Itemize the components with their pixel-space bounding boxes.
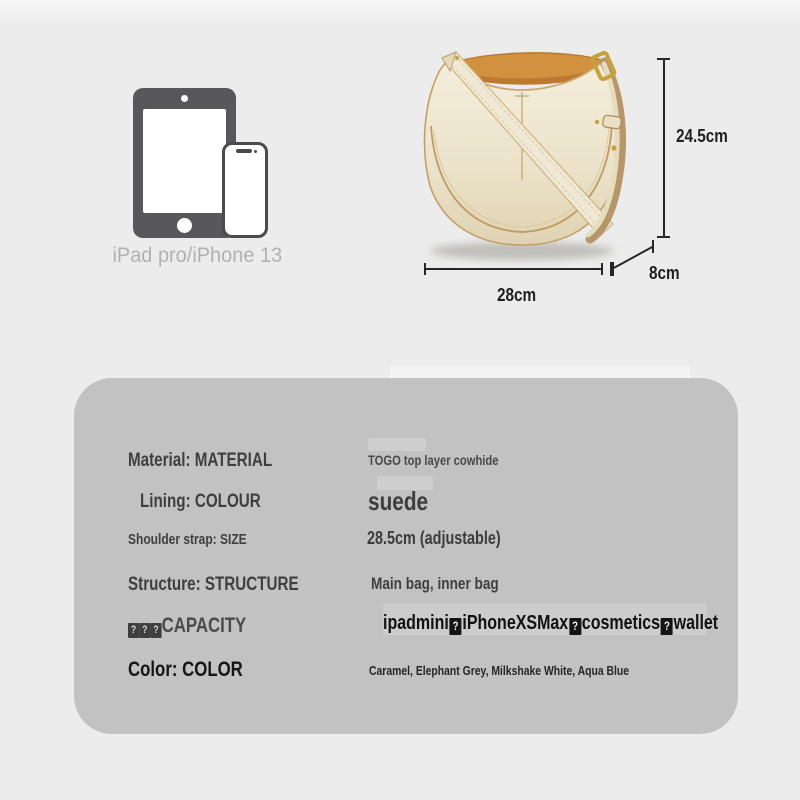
- missing-glyph-box: ?: [569, 618, 581, 635]
- width-measure-line: [425, 268, 602, 270]
- height-measure-line: [663, 59, 665, 237]
- spec-label-text: Structure: STRUCTURE: [128, 574, 299, 595]
- width-measure-cap-left: [424, 263, 426, 275]
- spec-value: [369, 663, 694, 678]
- iphone-notch: [236, 149, 252, 153]
- spec-label-text: Color: COLOR: [128, 658, 243, 681]
- spec-value-text: iPhoneXSMax: [462, 612, 569, 634]
- height-measure-cap-top: [657, 58, 670, 60]
- ipad-icon: [133, 88, 236, 238]
- spec-label-text: CAPACITY: [161, 614, 247, 637]
- ipad-screen: [143, 109, 226, 213]
- iphone-icon: [222, 142, 268, 238]
- spec-value-text: suede: [368, 486, 429, 516]
- width-measure-cap-right: [601, 263, 603, 275]
- spec-value-text: Caramel, Elephant Grey, Milkshake White, Aqua Blue: [369, 663, 630, 678]
- spec-label-text: Material: MATERIAL: [128, 450, 273, 471]
- spec-value: [383, 612, 800, 635]
- ipad-home-button: [177, 218, 192, 233]
- translation-artifact: [368, 438, 426, 451]
- height-dimension-label: 24.5cm: [676, 126, 728, 146]
- strap-rivet-lower: [611, 145, 616, 150]
- spec-label: [128, 531, 276, 548]
- spec-value-text: TOGO top layer cowhide: [368, 452, 499, 468]
- missing-glyph-box: ?: [450, 618, 462, 635]
- spec-label-text: Lining: COLOUR: [140, 491, 261, 512]
- spec-value: [367, 528, 534, 549]
- spec-label: [128, 658, 271, 682]
- spec-label-text: Shoulder strap: SIZE: [128, 531, 247, 548]
- spec-label: [140, 491, 291, 513]
- depth-dimension-label: 8cm: [649, 263, 680, 283]
- spec-value-text: Main bag, inner bag: [371, 574, 499, 593]
- depth-measure-cap-far: [652, 240, 654, 253]
- device-caption-text: iPad pro/iPhone 13: [112, 244, 282, 267]
- missing-glyph-box: ?: [139, 623, 150, 638]
- spec-value: [371, 574, 531, 594]
- strap-keeper-loop: [602, 115, 621, 129]
- spec-value: [368, 486, 443, 517]
- left-anchor-pin: [455, 56, 459, 60]
- missing-glyph-box: ?: [128, 623, 139, 638]
- strap-rivet-upper: [595, 120, 599, 124]
- spec-label: [128, 614, 276, 638]
- ipad-camera-dot: [181, 95, 188, 102]
- missing-glyph-box: ?: [150, 623, 161, 638]
- missing-glyph-box: ?: [661, 618, 673, 635]
- width-dimension-label: 28cm: [497, 285, 537, 305]
- spec-label: [128, 450, 308, 472]
- iphone-camera-dot: [254, 150, 257, 153]
- spec-label: [128, 574, 341, 596]
- device-caption: [97, 244, 297, 268]
- spec-value-text: cosmetics: [581, 612, 661, 634]
- spec-value-text: ipadmini: [383, 612, 449, 634]
- height-measure-cap-bottom: [657, 236, 670, 238]
- spec-value: [368, 452, 531, 468]
- spec-value-text: wallet: [673, 612, 719, 634]
- translation-artifact: [390, 366, 690, 378]
- spec-value-text: 28.5cm (adjustable): [367, 528, 501, 548]
